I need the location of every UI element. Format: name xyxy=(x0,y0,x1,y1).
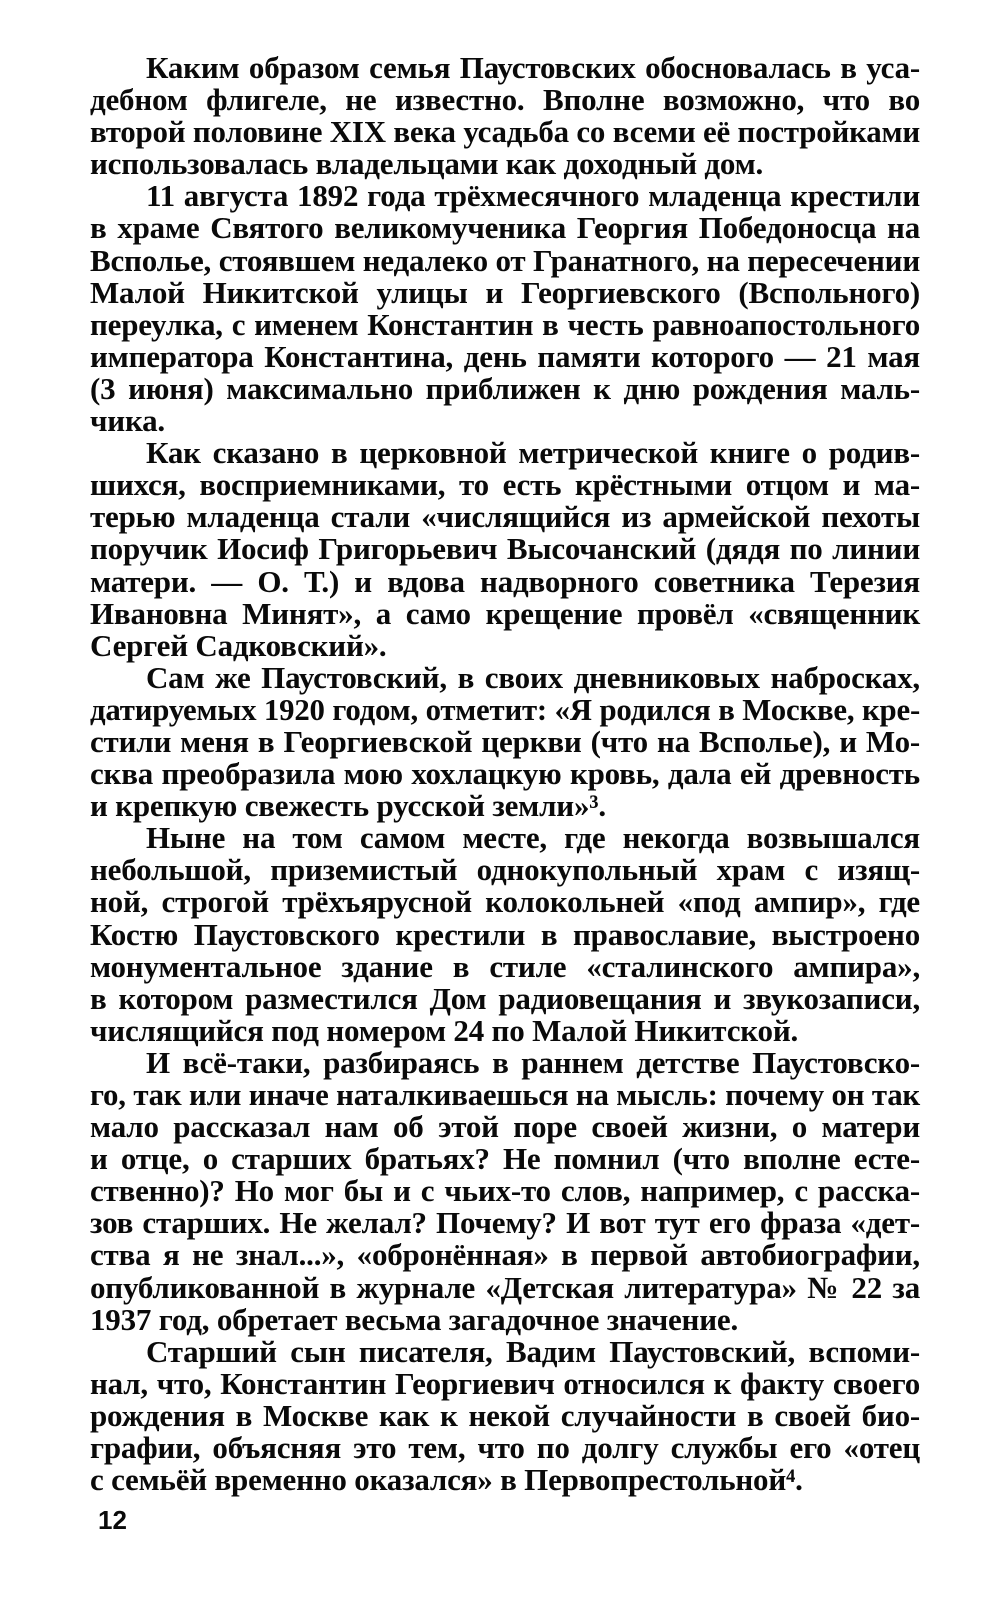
paragraph xyxy=(90,822,920,1047)
text-line: чика. xyxy=(90,403,165,439)
paragraph xyxy=(90,180,920,437)
text-line: рождения в Москве как к некой случайности в своей био- xyxy=(90,1397,920,1433)
paragraph xyxy=(90,659,920,824)
text-line: Сам же Паустовский, в своих дневниковых набросках, xyxy=(146,659,920,695)
text-line: 11 августа 1892 года трёхмесячного младенца крестили xyxy=(146,178,920,214)
text-line: (3 июня) максимально приближен к дню рождения маль- xyxy=(90,370,920,406)
paragraph xyxy=(90,1333,920,1498)
text-line: го, так или иначе наталкиваешься на мысль: почему он так xyxy=(90,1078,920,1112)
text-line: с семьёй временно оказался» в Первопрестольной⁴. xyxy=(90,1462,803,1498)
text-line: датируемых 1920 годом, отметит: «Я родился в Москве, кре- xyxy=(90,692,920,727)
text-line: ства я не знал...», «обронённая» в первой автобиографии, xyxy=(90,1237,920,1273)
text-line: второй половине XIX века усадьба со всеми её постройками xyxy=(90,114,920,150)
text-line: дебном флигеле, не известно. Вполне возможно, что во xyxy=(90,82,920,118)
text-line: Старший сын писателя, Вадим Паустовский, вспоми- xyxy=(146,1333,920,1369)
text-line: терью младенца стали «числящийся из армейской пехоты xyxy=(90,499,920,535)
text-line: небольшой, приземистый однокупольный храм с изящ- xyxy=(90,852,920,888)
text-line: нал, что, Константин Георгиевич относился к факту своего xyxy=(90,1365,920,1401)
text-line: Ныне на том самом месте, где некогда возвышался xyxy=(146,820,920,856)
text-line: императора Константина, день памяти которого — 21 мая xyxy=(90,338,920,374)
text-line: Малой Никитской улицы и Георгиевского (Вспольного) xyxy=(90,274,920,310)
text-line: матери. — О. Т.) и вдова надворного советника Терезия xyxy=(90,563,920,599)
text-line: в храме Святого великомученика Георгия Победоносца на xyxy=(90,210,920,246)
paragraph xyxy=(90,52,920,180)
text-line: стили меня в Георгиевской церкви (что на Вспольe), и Мо- xyxy=(90,723,920,759)
text-line: Костю Паустовского крестили в православие, выстроено xyxy=(90,916,920,952)
book-page-text xyxy=(90,52,920,1496)
paragraph xyxy=(90,1044,920,1337)
text-line: ственно)? Но мог бы и с чьих-то слов, например, с расска- xyxy=(90,1173,920,1209)
text-line: И всё-таки, разбираясь в раннем детстве Паустовско- xyxy=(146,1044,920,1080)
text-line: в котором разместился Дом радиовещания и звукозаписи, xyxy=(90,980,920,1016)
text-line: переулка, с именем Константин в честь равноапостольного xyxy=(90,306,920,342)
text-line: монументальное здание в стиле «сталинского ампира», xyxy=(90,948,920,984)
text-line: 1937 год, обретает весьма загадочное значение. xyxy=(90,1301,738,1337)
text-line: поручик Иосиф Григорьевич Высочанский (дядя по линии xyxy=(90,531,920,567)
text-line: числящийся под номером 24 по Малой Никитской. xyxy=(90,1012,799,1048)
text-line: Вспольe, стоявшем недалеко от Гранатного, на пересечении xyxy=(90,242,920,278)
text-line: Сергей Садковский». xyxy=(90,627,387,663)
text-line: использовалась владельцами как доходный дом. xyxy=(90,146,764,182)
text-line: графии, объясняя это тем, что по долгу службы его «отец xyxy=(90,1430,920,1466)
text-line: опубликованной в журнале «Детская литература» № 22 за xyxy=(90,1269,920,1305)
text-line: шихся, восприемниками, то есть крёстными отцом и ма- xyxy=(90,467,920,503)
text-line: и крепкую свежесть русской земли»³. xyxy=(90,788,606,824)
paragraph xyxy=(90,437,920,662)
text-line: Каким образом семья Паустовских обосновалась в уса- xyxy=(146,50,920,85)
text-line: зов старших. Не желал? Почему? И вот тут его фраза «дет- xyxy=(90,1205,920,1241)
page-number: 12 xyxy=(98,1505,127,1535)
text-line: мало рассказал нам об этой поре своей жизни, о матери xyxy=(90,1109,920,1145)
text-line: и отце, о старших братьях? Не помнил (что вполне есте- xyxy=(90,1141,920,1177)
text-line: Как сказано в церковной метрической книге о родив- xyxy=(146,435,920,471)
text-line: сква преобразила мою хохлацкую кровь, дала ей древность xyxy=(90,756,920,792)
text-line: ной, строгой трёхъярусной колокольней «под ампир», где xyxy=(90,884,920,920)
text-line: Ивановна Минят», а само крещение провёл «священник xyxy=(90,595,920,631)
